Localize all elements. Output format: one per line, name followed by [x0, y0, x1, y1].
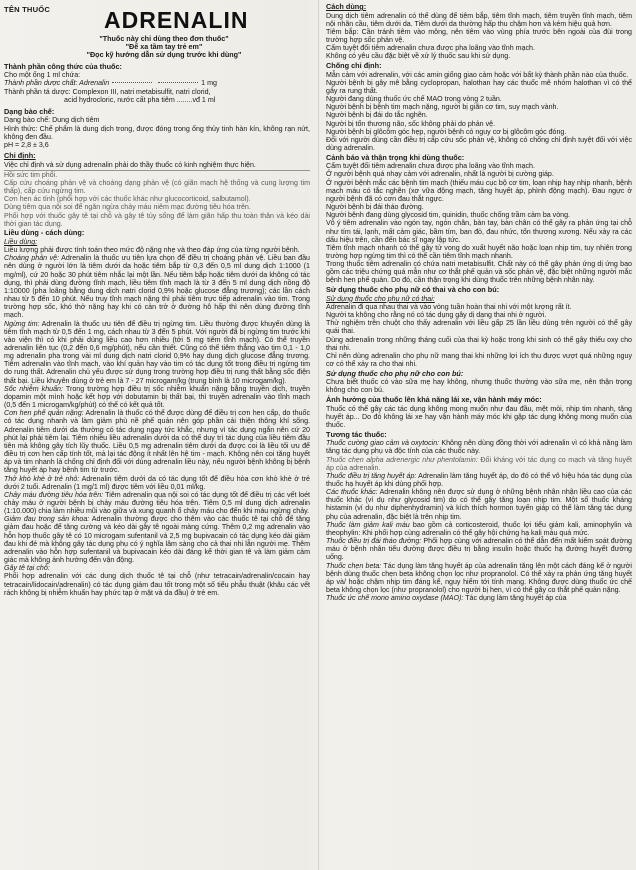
administration-heading: Cách dùng: — [326, 3, 367, 11]
breastfeeding-text: Chưa biết thuốc có vào sữa mẹ hay không, nhưng thuốc thường vào sữa mẹ, nên thận trọng không cho con bú. — [326, 378, 632, 395]
page-fold-line — [318, 0, 319, 870]
administration-item: Cẩm tuyệt đối tiêm adrenalin chưa được pha loãng vào tĩnh mạch. — [326, 44, 535, 53]
paragraph-text: Adrenalin thường được cho thêm vào các thuốc tê tại chỗ để tăng giảm đau hoặc để tăng cường và kéo dài gây tê ngoài màng cứng. Thêm 0,2 mg adrenalin vào hỗn hợp thuốc gây tê có 10 microgam sufentanil và 2,5 mg bupivacain có tác dụng kéo dài giảm đau khi đẻ mà không gây tác dụng phụ có ý nghĩa lâm sàng cho cả thai nhi lẫn người mẹ. Thêm adrenalin vào hỗn hợp sufentanil và bupivacain kéo dài đáng kể thời gian tê và làm giảm cảm giác mà không ảnh hưởng đến vận động. — [4, 515, 310, 565]
paragraph-label: Cơn hen phế quản nặng: — [4, 409, 84, 418]
leaflet-header — [4, 3, 310, 33]
paragraph-label: Gây tê tại chỗ: — [4, 564, 50, 573]
paragraph-text: Adrenalin không nên được sử dụng ở những bệnh nhân nhận liều cao của các thuốc khác (ví dụ như glycosid tim) do có thể gây tăng loạn nhịp tim. Một số thuốc kháng histamin (ví dụ như diphenhydramin) và kích thích hormon tuyến giáp có thể làm tăng tác dụng phụ của adrenalin, đặc biệt là trên nhịp tim. — [326, 488, 632, 521]
pregnancy-item: Người ta không cho rằng nó có tác dụng gây dị dạng thai nhi ở người. — [326, 311, 547, 320]
warning-item: Người bệnh đang dùng glycosid tim, quinidin, thuốc chống trầm cảm ba vòng. — [326, 211, 571, 220]
dosage-anaphylactic-shock — [4, 254, 310, 319]
warning-item: Vô ý tiêm adrenalin vào ngón tay, ngón chân, bàn tay, bàn chân có thể gây ra phản ứng tại chỗ như tím tái, lạnh, mất cảm giác, bầm tím, ban đỏ, đau nhức, tổn thương xương. Nếu xảy ra các dấu hiệu trên, cần đến bác sĩ ngay lập tức. — [326, 219, 632, 244]
paragraph-label: Chảy máu đường tiêu hóa trên: — [4, 490, 104, 499]
dosage-form-heading: Dạng bào chế: — [4, 106, 55, 116]
contraindication-item: Mẫn cảm với adrenalin, với các amin giống giao cảm hoặc với bất kỳ thành phần nào của thuốc. — [326, 70, 629, 79]
dosage-heading: Liều dùng - cách dùng: — [4, 228, 85, 238]
paragraph-label: Thuốc điều trị tăng huyết áp: — [326, 471, 417, 480]
paragraph-text: Trong trường hợp điều trị sốc nhiễm khuẩn nặng bằng truyền dịch, truyền dopamin một mình hoặc kết hợp với dobutamin bị thất bại, thì truyền adrenalin vào tĩnh mạch (0,5 đến 1 microgam/kg/phút) có thể có kết quả tốt. — [4, 384, 310, 410]
pregnancy-subheading: Sử dụng thuốc cho phụ nữ có thai: — [326, 294, 435, 303]
driving-heading: Ảnh hưởng của thuốc lên khả năng lái xe, vận hành máy móc: — [326, 395, 542, 405]
composition-active-row — [4, 79, 310, 87]
active-ingredient-label: Thành phần dược chất: Adrenalin — [4, 79, 110, 88]
breastfeeding-subheading: Sử dụng thuốc cho phụ nữ cho con bú: — [326, 368, 464, 378]
paragraph-text: Adrenalin làm tăng huyết áp, do đó có thể vô hiệu hóa tác dụng của thuốc hạ huyết áp khi dùng phối hợp. — [326, 471, 632, 488]
paragraph-text: Không nên dùng đồng thời với adrenalin vì có khả năng làm tăng tác dụng phụ và độc tính của các thuốc này. — [326, 439, 632, 456]
indications-list — [4, 171, 310, 228]
indication-item: Phối hợp với thuốc gây tê tại chỗ và gây tê tủy sống để làm giãn hấp thu toàn thân và kéo dài thời gian tác dụng. — [4, 211, 310, 228]
left-column — [4, 3, 310, 869]
composition-excipients: Thành phần tá dược: Complexon III, natri metabisulfit, natri clorid, — [4, 87, 211, 96]
contraindication-item: Người bệnh bị glôcôm góc hẹp, người bệnh có nguy cơ bị glôcôm góc đóng. — [326, 127, 567, 136]
composition-heading: Thành phần công thức của thuốc: — [4, 61, 122, 71]
contraindication-item: Người đang dùng thuốc ức chế MAO trong vòng 2 tuần. — [326, 95, 502, 104]
interaction-item — [326, 456, 632, 472]
warning-item: Trong thuốc tiêm adrenalin có chứa natri metabisulfit. Chất này có thể gây phản ứng dị ứng bao gồm các triệu chứng quá mẫn như cơ thắt phế quản và sốc phản vệ, đặc biệt những người mắc bệnh hen phế quản. Do đó, cần thận trọng khi dùng thuốc trên những bệnh nhân này. — [326, 260, 632, 285]
interaction-item — [326, 562, 632, 595]
indications-heading: Chỉ định: — [4, 151, 36, 161]
composition-per-unit: Cho một ống 1 ml chứa: — [4, 71, 81, 80]
dosage-form-ph: pH = 2,8 ± 3,6 — [4, 140, 49, 149]
contraindication-item: Người bệnh bị bệnh tim mạch nặng, người bị giãn cơ tim, suy mạch vành. — [326, 103, 559, 112]
paragraph-label: Ngừng tim: — [4, 319, 40, 328]
paragraph-label: Thuốc chẹn beta: — [326, 561, 382, 570]
composition-excipients-line2: acid hydrocloric, nước cất pha tiêm ........vđ 1 ml — [64, 95, 216, 104]
dosage-obstetric-analgesia — [4, 515, 310, 564]
category-label: TÊN THUỐC — [4, 5, 51, 14]
paragraph-text: Tác dụng làm tăng huyết áp của adrenalin tăng lên một cách đáng kể ở người bệnh dùng thuốc chẹn beta không chọn lọc như propranolol. Có thể xảy ra phản ứng tăng huyết áp và/ hoặc chậm nhịp tim đáng kể, nguy hiểm tới tính mạng. Không được dùng thuốc ức chế beta không chọn lọc (như propranolol) cho người bị hen, vì có thể gây co thắt phế quản nặng. — [326, 561, 632, 594]
interactions-heading: Tương tác thuốc: — [326, 429, 387, 439]
pregnancy-item: Dùng adrenalin trong những tháng cuối của thai kỳ hoặc trong khi sinh có thể gây thiếu oxy cho thai nhi. — [326, 335, 632, 352]
paragraph-label: Choáng phản vệ: — [4, 254, 60, 263]
pregnancy-item: Chỉ nên dùng adrenalin cho phụ nữ mang thai khi những lợi ích thu được vượt quá những nguy cơ có thể xảy ra cho thai nhi. — [326, 351, 632, 368]
interaction-item — [326, 488, 632, 521]
contraindication-item: Đối với người dùng cần điều trị cấp cứu sốc phản vệ, không có chống chỉ định tuyệt đối với việc dùng adrenalin. — [326, 135, 632, 153]
administration-item: Tiêm bắp: Cần tránh tiêm vào mông, nên tiêm vào vùng phía trước bên ngoài của đùi trong trường hợp sốc phản vệ. — [326, 27, 632, 45]
active-ingredient-amount: 1 mg — [201, 79, 217, 88]
driving-text: Thuốc có thể gây các tác dụng không mong muốn như đau đầu, mệt mỏi, nhịp tim nhanh, tăng huyết áp... Do đó không lái xe hay vận hành máy móc khi gặp tác dụng không mong muốn của thuốc. — [326, 404, 632, 429]
indication-item: Việc chỉ định và sử dụng adrenalin phải do thầy thuốc có kinh nghiệm thực hiện. — [4, 160, 256, 169]
dosage-severe-asthma — [4, 409, 310, 474]
paragraph-text: Đối kháng với tác dụng co mạch và tăng huyết áp của adrenalin. — [326, 455, 632, 472]
paragraph-label: Thở khò khè ở trẻ nhỏ: — [4, 474, 80, 483]
dosage-form-type: Dạng bào chế: Dung dịch tiêm — [4, 116, 100, 125]
dosage-form-appearance: Hình thức: Chế phẩm là dung dịch trong, được đóng trong ống thủy tinh hàn kín, không rạn nứt, không đen đầu. — [4, 124, 310, 141]
administration-item: Không có yêu cầu đặc biệt về xử lý thuốc sau khi sử dụng. — [326, 52, 511, 61]
paragraph-label: Thuốc chẹn alpha adrenergic như phentolamin: — [326, 455, 478, 464]
indication-item: Hồi sức tim phổi. — [4, 170, 58, 179]
warning-item: Ở người bệnh mắc các bệnh tim mạch (thiếu máu cục bộ cơ tim, loạn nhịp hay nhịp nhanh, bệnh mạch máu có tắc nghẽn (xơ vữa động mạch, tăng huyết áp, phình động mạch). Đau ngực ở người bệnh đã có cơn đau thắt ngực. — [326, 178, 632, 203]
interaction-item — [326, 439, 632, 455]
contraindication-item: Người bệnh bị gây mê bằng cyclopropan, halothan hay các thuốc mê nhóm halothan vì có thể gây ra rung thất. — [326, 78, 632, 95]
interaction-item — [326, 594, 632, 602]
notice-read-instructions: "Đọc kỹ hướng dẫn sử dụng trước khi dùng" — [86, 50, 242, 60]
paragraph-label: Sốc nhiễm khuẩn: — [4, 384, 63, 393]
dosage-infant-wheezing — [4, 475, 310, 491]
paragraph-label: Các thuốc khác: — [326, 488, 378, 497]
pregnancy-item: Thử nghiệm trên chuột cho thấy adrenalin với liều gấp 25 lần liều dùng trên người có thể gây quái thai. — [326, 319, 632, 336]
interaction-item — [326, 472, 632, 488]
paragraph-label: Thuốc ức chế mono amino oxydase (MAO): — [326, 594, 464, 603]
interaction-item — [326, 537, 632, 561]
paragraph-text: Phối hợp cùng với adrenalin có thể dẫn đến mất kiểm soát đường máu ở bệnh nhân tiểu đường được điều trị bằng insulin hoặc thuốc hạ đường huyết đường uống. — [326, 537, 632, 562]
paragraph-text: Adrenalin là thuốc ưu tiên lựa chọn để điều trị choáng phản vệ. Liều ban đầu nên dùng ở người lớn là tiêm dưới da hoặc tiêm bắp từ 0,3 đến 0,5 ml dung dịch 1:1000 (1 mg/ml), cứ 20 hoặc 30 phút tiêm nhắc lại một lần. Nếu tiêm bắp hoặc tiêm dưới da không có tác dụng, thì phải dùng đường tĩnh mạch, liều tiêm tĩnh mạch là từ 3 đến 5 ml dung dịch nồng độ 1:10000 (pha loãng bằng dung dịch natri clorid 0,9% hoặc glucose đẳng trương); các lần cách nhau từ 5 đến 10 phút. Nếu truy tĩnh mạch nặng thì phải tiêm trực tiếp adrenalin vào tim. Trong trường hợp sốc, khó thở nặng hay khi có cản trở ở đường hô hấp thì nên dùng đường tĩnh mạch. — [4, 254, 310, 320]
paragraph-text: Adrenalin là thuốc ưu tiên để điều trị ngừng tim. Liều thường được khuyến dùng là tiêm tĩnh mạch từ 0,5 đến 1 mg, cách nhau từ 3 đến 5 phút. Với người đã bị ngừng tim trước khi vào viện thì có khi phải dùng liều cao hơn nhiều (tới 5 mg tiêm tĩnh mạch). Có thể truyền adrenalin liên tục (0,2 đến 0,6 mg/phút), nếu cần thiết. Cũng có thể tiêm thẳng vào tim 0,1 - 1,0 mg adrenalin pha trong vài ml dung dịch natri clorid 0,9% hay dung dịch glucose đẳng trương. Tiêm adrenalin vào tĩnh mạch, vào khí quản hay vào tim có tác dụng tốt trong điều trị ngừng tim do rung thất. Adrenalin chủ yếu được sử dụng trong trường hợp điều trị rung thất bằng sốc điện thất bại. Liều khuyên dùng ở trẻ em là 7 - 27 microgam/kg (trung bình là 10 microgam/kg). — [4, 319, 310, 385]
indication-item: Cấp cứu choáng phản vệ và choáng dạng phản vệ (có giãn mạch hệ thống và cung lượng tim thấp), cấp cứu ngừng tim. — [4, 178, 310, 196]
dosage-intro: Liều lượng phải được tính toán theo mức độ nặng nhẹ và theo đáp ứng của từng người bệnh. — [4, 246, 300, 255]
paragraph-label: Thuốc làm giảm kali máu — [326, 520, 410, 529]
paragraph-text: Tiêm adrenalin qua nội soi có tác dụng tốt để điều trị các vết loét chảy máu ở người bệnh bị chảy máu đường tiêu hóa trên. Tiêm 0,5 ml dung dịch adrenalin (1:10.000) chia làm nhiều mũi vào giữa và xung quanh ổ chảy máu cho đến khi máu ngừng chảy. — [4, 490, 310, 516]
warning-item: Tiêm tĩnh mạch nhanh có thể gây tử vong do xuất huyết não hoặc loạn nhịp tim, tuy nhiên trong trường hợp ngừng tim thì có thể cần tiêm tĩnh mạch nhanh. — [326, 243, 632, 260]
dosage-subheading: Liều dùng: — [4, 237, 38, 246]
paragraph-label: Thuốc điều trị đái tháo đường: — [326, 537, 422, 546]
paragraph-text: Tác dụng làm tăng huyết áp của — [463, 594, 567, 603]
paragraph-text: Adrenalin tiêm dưới da có tác dụng tốt để điều hòa cơn khò khè ở trẻ dưới 2 tuổi. Adrenalin (1 mg/1 ml) được tiêm với liều 0,01 ml/kg. — [4, 474, 310, 491]
paragraph-label: Thuốc cường giao cảm và oxytocin: — [326, 439, 440, 448]
indication-item: Dùng tiêm qua nội soi để ngăn ngừa chảy máu niêm mạc đường tiêu hóa trên. — [4, 203, 251, 212]
warnings-heading: Cảnh báo và thận trọng khi dùng thuốc: — [326, 152, 465, 162]
dosage-gi-bleeding — [4, 491, 310, 515]
dosage-cardiac-arrest — [4, 320, 310, 385]
paragraph-label: Giảm đau trong sản khoa: — [4, 515, 90, 524]
paragraph-text: Adrenalin là thuốc có thể được dùng để điều trị cơn hen cấp, do thuốc có tác dụng nhanh và làm giảm phù nề phế quản nên góp phần cải thiện thông khí sống. Adrenalin tiêm dưới da thường có tác dụng ngay tức khắc, nhưng vì tác dụng ngắn nên cứ 20 phút lại phải tiêm lại. Tiêm nhiều liều adrenalin dưới da có thể duy trì tác dụng của liều tiêm đầu tiên mà không gây tích lũy thuốc. Liều 0,5 mg adrenalin tiêm dưới da được coi là liều tối ưu để điều trị cơn hen cấp tính tốt, mà lại tác động ít nhất lên hệ tim - mạch. Không nên coi tăng huyết áp và tim nhanh là chống chỉ định đối với dùng adrenalin liều này, nếu người bệnh không bị bệnh tăng huyết áp hay bệnh tim từ trước. — [4, 409, 310, 475]
interaction-item — [326, 521, 632, 537]
right-column — [326, 3, 632, 869]
contraindications-heading: Chống chỉ định: — [326, 61, 382, 71]
warning-item: Ở người bệnh quá nhạy cảm với adrenalin, nhất là người bị cường giáp. — [326, 170, 554, 179]
dosage-septic-shock — [4, 385, 310, 409]
notice-keep-from-children: "Để xa tầm tay trẻ em" — [125, 42, 203, 52]
warning-item: Cẩm tuyệt đối tiêm adrenalin chưa được pha loãng vào tĩnh mạch. — [326, 162, 535, 171]
indication-item: Cơn hen ác tính (phối hợp với các thuốc khác như glucocorticoid, salbutamol). — [4, 195, 251, 204]
pregnancy-heading: Sử dụng thuốc cho phụ nữ có thai và cho con bú: — [326, 285, 500, 295]
contraindication-item: Người bị tổn thương não, sốc không phải do phản vệ. — [326, 119, 496, 128]
warning-item: Người bệnh bị đái tháo đường. — [326, 203, 424, 212]
administration-item: Dung dịch tiêm adrenalin có thể dùng để tiêm bắp, tiêm tĩnh mạch, tiêm truyền tĩnh mạch, tiêm nội nhãn cầu, tiêm dưới da. Tiêm dưới da thường hấp thu chậm hơn và kém hiệu quả hơn. — [326, 11, 632, 28]
notice-prescription-only: "Thuốc này chỉ dùng theo đơn thuốc" — [99, 34, 229, 43]
prescription-notices — [4, 35, 310, 60]
paragraph-text: bao gồm cả corticosteroid, thuốc lợi tiểu giảm kali, aminophylin và theophylin: Khi phối hợp cùng adrenalin có thể gây hội chứng hạ kali máu quá mức. — [326, 520, 632, 537]
dosage-local-anesthesia: Phối hợp adrenalin với các dung dịch thuốc tê tại chỗ (như tetracain/adrenalin/cocain hay tetracain/lidocain/adrenalin) có tác dụng giảm đau tốt trong một số tiểu phẫu thuật (khâu các vết rách không bị nhiễm khuẩn hay phức tạp ở mặt và da đầu) ở trẻ em. — [4, 572, 310, 597]
drug-name-title: ADRENALIN — [104, 7, 249, 33]
contraindication-item: Người bệnh bị đái do tắc nghẽn. — [326, 111, 428, 120]
pregnancy-item: Adrenalin đi qua nhau thai và vào vòng tuần hoàn thai nhi với một lượng rất ít. — [326, 302, 572, 311]
